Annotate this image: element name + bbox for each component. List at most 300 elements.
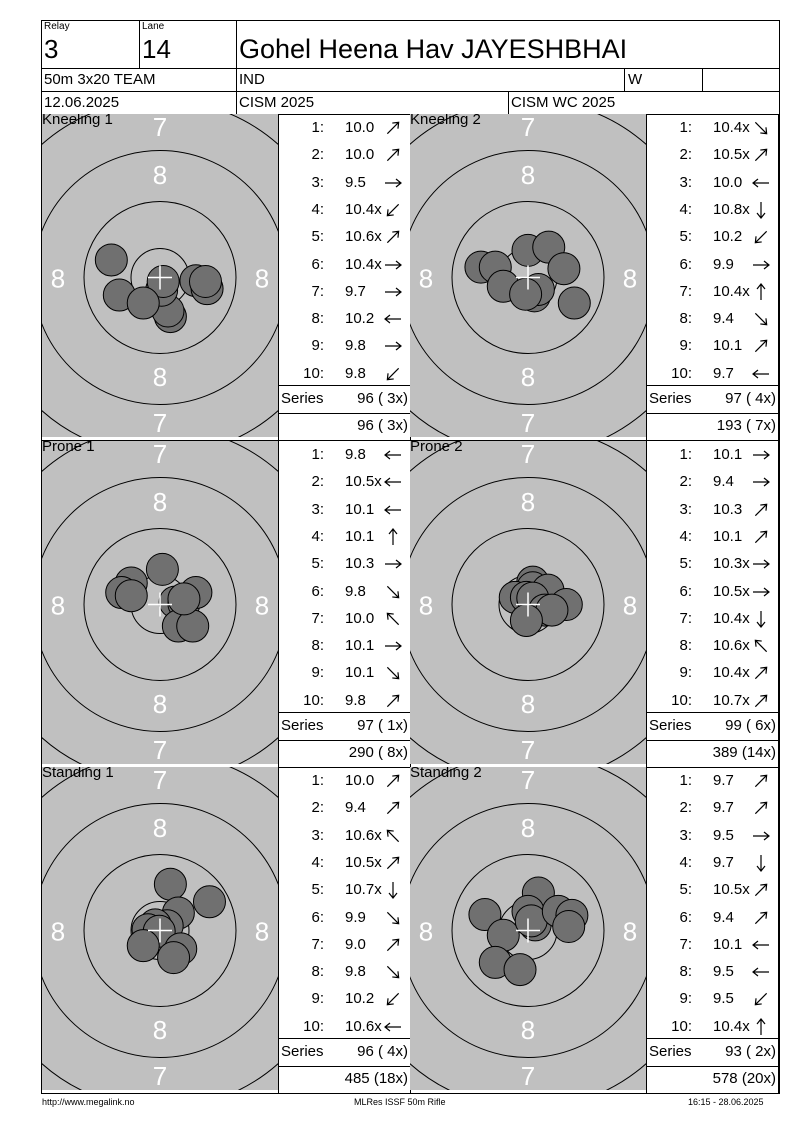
ring-number: 7 <box>520 767 536 795</box>
shot-number: 5: <box>679 881 692 899</box>
shot-score: 10.4x <box>713 1017 750 1035</box>
divider <box>647 385 778 386</box>
shot-number: 4: <box>679 853 692 871</box>
ring-number: 8 <box>152 689 168 719</box>
series-title: Prone 2 <box>410 441 463 455</box>
target-image <box>410 114 646 437</box>
direction-arrow-icon <box>383 118 403 138</box>
ring-number: 8 <box>50 916 66 947</box>
ring-number: 8 <box>418 590 434 621</box>
shot-number: 2: <box>679 799 692 817</box>
target-svg <box>42 114 278 437</box>
shot-number: 3: <box>311 826 324 844</box>
shot-score: 9.8 <box>345 963 366 981</box>
direction-arrow-icon <box>751 118 771 138</box>
shot-number: 10: <box>671 364 692 382</box>
shot-row <box>647 360 777 387</box>
shot-row <box>279 223 409 250</box>
direction-arrow-icon <box>383 962 403 982</box>
shot-list <box>279 114 410 384</box>
shot-score: 10.8x <box>713 200 750 218</box>
shot-row <box>647 441 777 468</box>
shot-row <box>647 169 777 196</box>
direction-arrow-icon <box>751 636 771 656</box>
shot-score: 9.8 <box>345 691 366 709</box>
shot-hole <box>558 287 590 319</box>
shot-row <box>279 441 409 468</box>
direction-arrow-icon <box>751 1017 771 1037</box>
shot-score: 10.0 <box>713 173 743 191</box>
shot-number: 3: <box>679 173 692 191</box>
shot-row <box>279 141 409 168</box>
match-name: CISM WC 2025 <box>511 94 616 111</box>
shot-row <box>279 659 409 686</box>
direction-arrow-icon <box>751 582 771 602</box>
shot-number: 9: <box>679 664 692 682</box>
shot-row <box>279 196 409 223</box>
divider <box>778 441 779 767</box>
cumulative-total: 485 (18x) <box>344 1070 408 1087</box>
divider <box>41 91 780 92</box>
shot-number: 9: <box>679 337 692 355</box>
shot-row <box>647 605 777 632</box>
shot-score: 10.5x <box>345 473 382 491</box>
shot-hole <box>154 868 186 900</box>
ring-number: 8 <box>152 1015 168 1045</box>
ring-number: 8 <box>152 813 168 843</box>
direction-arrow-icon <box>383 282 403 302</box>
target-image <box>42 441 278 764</box>
series-total: 93 ( 2x) <box>725 1043 776 1060</box>
series-title: Kneeling 2 <box>410 114 481 128</box>
direction-arrow-icon <box>383 771 403 791</box>
shot-number: 7: <box>311 609 324 627</box>
direction-arrow-icon <box>751 282 771 302</box>
shot-number: 2: <box>311 146 324 164</box>
shot-row <box>647 876 777 903</box>
competition: CISM 2025 <box>239 94 315 111</box>
shot-hole <box>189 265 221 297</box>
shot-row <box>279 904 409 931</box>
direction-arrow-icon <box>751 880 771 900</box>
direction-arrow-icon <box>751 309 771 329</box>
direction-arrow-icon <box>751 445 771 465</box>
ring-number: 8 <box>50 590 66 621</box>
shot-number: 2: <box>311 799 324 817</box>
shot-row <box>647 958 777 985</box>
shot-row <box>279 849 409 876</box>
shot-score: 9.4 <box>713 310 734 328</box>
series-label: Series <box>649 390 692 407</box>
ring-number: 7 <box>520 114 536 142</box>
shot-row <box>647 550 777 577</box>
relay-label: Relay <box>44 21 70 32</box>
shot-list <box>279 441 410 711</box>
target-image <box>410 441 646 764</box>
direction-arrow-icon <box>383 145 403 165</box>
shot-hole <box>168 583 200 615</box>
shot-row <box>279 550 409 577</box>
direction-arrow-icon <box>751 798 771 818</box>
footer-timestamp: 16:15 - 28.06.2025 <box>688 1097 764 1107</box>
shot-number: 4: <box>679 200 692 218</box>
shot-list <box>647 114 778 384</box>
shot-row <box>647 659 777 686</box>
shot-number: 1: <box>679 772 692 789</box>
direction-arrow-icon <box>383 880 403 900</box>
direction-arrow-icon <box>383 582 403 602</box>
shot-number: 7: <box>311 282 324 300</box>
shot-hole <box>193 886 225 918</box>
shot-row <box>279 632 409 659</box>
shot-score: 9.9 <box>713 255 734 273</box>
direction-arrow-icon <box>383 336 403 356</box>
shot-number: 10: <box>671 691 692 709</box>
series-title: Kneeling 1 <box>42 114 113 128</box>
divider <box>647 740 778 741</box>
shot-row <box>647 114 777 141</box>
direction-arrow-icon <box>751 500 771 520</box>
shot-row <box>279 876 409 903</box>
divider <box>279 712 410 713</box>
footer-url[interactable]: http://www.megalink.no <box>42 1097 135 1107</box>
shot-score: 9.8 <box>345 337 366 355</box>
series-total: 97 ( 1x) <box>357 717 408 734</box>
nation: IND <box>239 71 265 88</box>
shot-number: 3: <box>679 500 692 518</box>
ring-number: 7 <box>520 441 536 469</box>
ring-number: 7 <box>520 408 536 437</box>
divider <box>279 413 410 414</box>
shot-score: 9.5 <box>713 990 734 1008</box>
shot-score: 9.7 <box>713 364 734 382</box>
shot-number: 6: <box>679 255 692 273</box>
divider <box>778 114 779 440</box>
shot-row <box>647 767 777 794</box>
ring-number: 8 <box>152 487 168 517</box>
ring-number: 7 <box>520 1061 536 1090</box>
shot-score: 9.0 <box>345 935 366 953</box>
shot-row <box>647 794 777 821</box>
shot-number: 8: <box>311 310 324 328</box>
cumulative-total: 193 ( 7x) <box>716 417 776 434</box>
shot-number: 8: <box>311 637 324 655</box>
direction-arrow-icon <box>751 691 771 711</box>
shot-score: 10.0 <box>345 146 375 164</box>
ring-number: 8 <box>152 362 168 392</box>
shot-number: 5: <box>311 881 324 899</box>
shot-row <box>279 114 409 141</box>
shot-score: 10.5x <box>345 853 382 871</box>
series-title: Standing 2 <box>410 767 482 781</box>
shot-hole <box>127 930 159 962</box>
divider <box>778 767 779 1093</box>
direction-arrow-icon <box>751 826 771 846</box>
shot-number: 1: <box>311 772 324 789</box>
direction-arrow-icon <box>383 554 403 574</box>
direction-arrow-icon <box>751 145 771 165</box>
relay-value: 3 <box>44 34 59 64</box>
direction-arrow-icon <box>383 609 403 629</box>
direction-arrow-icon <box>383 663 403 683</box>
shot-score: 10.2 <box>345 990 375 1008</box>
shot-row <box>279 931 409 958</box>
lane-value: 14 <box>142 34 171 64</box>
target-svg <box>42 441 278 764</box>
direction-arrow-icon <box>383 527 403 547</box>
divider <box>647 413 778 414</box>
shot-score: 9.7 <box>713 772 734 789</box>
gender: W <box>628 71 643 88</box>
divider <box>702 68 703 91</box>
series-total: 96 ( 3x) <box>357 390 408 407</box>
ring-number: 8 <box>50 263 66 294</box>
shot-number: 1: <box>311 446 324 463</box>
divider <box>279 385 410 386</box>
shot-row <box>647 904 777 931</box>
divider <box>624 68 625 91</box>
shot-score: 10.3 <box>345 555 375 573</box>
shot-score: 10.0 <box>345 772 375 789</box>
shot-score: 10.1 <box>345 500 375 518</box>
direction-arrow-icon <box>751 853 771 873</box>
shot-score: 10.4x <box>713 664 750 682</box>
series-label: Series <box>649 1043 692 1060</box>
shot-row <box>647 496 777 523</box>
direction-arrow-icon <box>383 173 403 193</box>
shot-hole <box>548 253 580 285</box>
shot-number: 8: <box>679 637 692 655</box>
shot-score: 9.7 <box>345 282 366 300</box>
ring-number: 8 <box>152 160 168 190</box>
ring-number: 7 <box>152 1061 168 1090</box>
shot-row <box>279 822 409 849</box>
target-svg <box>410 441 646 764</box>
shot-number: 9: <box>311 990 324 1008</box>
shot-number: 5: <box>679 555 692 573</box>
shot-score: 10.4x <box>713 609 750 627</box>
direction-arrow-icon <box>383 908 403 928</box>
shot-row <box>647 141 777 168</box>
ring-number: 7 <box>520 735 536 764</box>
shot-number: 8: <box>679 963 692 981</box>
shot-score: 10.1 <box>713 527 743 545</box>
direction-arrow-icon <box>751 200 771 220</box>
direction-arrow-icon <box>383 826 403 846</box>
series-title: Standing 1 <box>42 767 114 781</box>
direction-arrow-icon <box>751 554 771 574</box>
shot-number: 5: <box>311 228 324 246</box>
shot-row <box>279 767 409 794</box>
shot-score: 9.8 <box>345 582 366 600</box>
shot-number: 7: <box>679 282 692 300</box>
shot-number: 6: <box>679 582 692 600</box>
ring-number: 8 <box>622 916 638 947</box>
shot-row <box>647 468 777 495</box>
direction-arrow-icon <box>383 472 403 492</box>
lane-label: Lane <box>142 21 165 32</box>
shot-row <box>279 687 409 714</box>
target-image <box>410 767 646 1090</box>
shot-score: 9.9 <box>345 908 366 926</box>
cumulative-total: 290 ( 8x) <box>348 744 408 761</box>
ring-number: 8 <box>520 160 536 190</box>
shot-score: 9.5 <box>713 963 734 981</box>
ring-number: 8 <box>622 263 638 294</box>
shot-list <box>279 767 410 1037</box>
ring-number: 7 <box>152 735 168 764</box>
direction-arrow-icon <box>751 609 771 629</box>
series-label: Series <box>281 390 324 407</box>
direction-arrow-icon <box>751 908 771 928</box>
shot-score: 9.4 <box>713 908 734 926</box>
shot-number: 1: <box>679 119 692 136</box>
shot-score: 10.1 <box>345 527 375 545</box>
shot-number: 9: <box>311 664 324 682</box>
shot-number: 5: <box>311 555 324 573</box>
shot-row <box>279 958 409 985</box>
cumulative-total: 96 ( 3x) <box>357 417 408 434</box>
shot-score: 10.1 <box>713 446 743 463</box>
direction-arrow-icon <box>383 1017 403 1037</box>
ring-number: 8 <box>418 263 434 294</box>
shot-hole <box>127 287 159 319</box>
divider <box>647 1038 778 1039</box>
shot-row <box>279 1013 409 1040</box>
ring-number: 7 <box>152 114 168 142</box>
shot-row <box>647 332 777 359</box>
ring-number: 7 <box>152 767 168 795</box>
shot-row <box>279 169 409 196</box>
direction-arrow-icon <box>383 445 403 465</box>
shot-number: 7: <box>679 935 692 953</box>
series-label: Series <box>281 1043 324 1060</box>
ring-number: 8 <box>520 689 536 719</box>
shot-score: 10.5x <box>713 146 750 164</box>
shot-hole <box>115 580 147 612</box>
divider <box>647 1066 778 1067</box>
shot-score: 10.0 <box>345 609 375 627</box>
shot-score: 10.1 <box>345 637 375 655</box>
shot-score: 10.1 <box>713 935 743 953</box>
direction-arrow-icon <box>383 798 403 818</box>
shot-number: 4: <box>311 527 324 545</box>
cumulative-total: 389 (14x) <box>712 744 776 761</box>
shot-row <box>647 931 777 958</box>
shot-row <box>647 985 777 1012</box>
shot-row <box>647 632 777 659</box>
footer-software: MLRes ISSF 50m Rifle <box>354 1097 446 1107</box>
ring-number: 8 <box>254 590 270 621</box>
shot-hole <box>553 911 585 943</box>
shot-score: 10.6x <box>713 637 750 655</box>
shot-number: 6: <box>679 908 692 926</box>
shot-list <box>647 441 778 711</box>
shot-row <box>279 794 409 821</box>
direction-arrow-icon <box>383 309 403 329</box>
shot-row <box>279 305 409 332</box>
shot-number: 8: <box>311 963 324 981</box>
shot-number: 2: <box>679 473 692 491</box>
shot-row <box>647 578 777 605</box>
ring-number: 8 <box>418 916 434 947</box>
shot-row <box>647 196 777 223</box>
shot-number: 1: <box>679 446 692 463</box>
shot-number: 4: <box>311 200 324 218</box>
shot-number: 10: <box>671 1017 692 1035</box>
target-svg <box>42 767 278 1090</box>
shot-number: 5: <box>679 228 692 246</box>
shot-number: 3: <box>679 826 692 844</box>
shot-row <box>647 223 777 250</box>
shot-row <box>279 578 409 605</box>
shot-number: 9: <box>311 337 324 355</box>
shot-number: 7: <box>679 609 692 627</box>
ring-number: 8 <box>254 916 270 947</box>
divider <box>139 20 140 68</box>
shot-row <box>647 278 777 305</box>
shot-score: 10.6x <box>345 228 382 246</box>
shot-list <box>647 767 778 1037</box>
direction-arrow-icon <box>751 472 771 492</box>
shot-row <box>647 305 777 332</box>
direction-arrow-icon <box>383 364 403 384</box>
direction-arrow-icon <box>751 255 771 275</box>
shot-number: 9: <box>679 990 692 1008</box>
direction-arrow-icon <box>751 962 771 982</box>
direction-arrow-icon <box>383 500 403 520</box>
shot-number: 3: <box>311 173 324 191</box>
shot-hole <box>95 244 127 276</box>
shot-score: 9.5 <box>345 173 366 191</box>
shot-number: 10: <box>303 364 324 382</box>
shot-number: 2: <box>311 473 324 491</box>
direction-arrow-icon <box>751 663 771 683</box>
ring-number: 8 <box>254 263 270 294</box>
shot-score: 10.0 <box>345 119 375 136</box>
shot-row <box>647 687 777 714</box>
direction-arrow-icon <box>751 227 771 247</box>
series-label: Series <box>649 717 692 734</box>
shot-number: 7: <box>311 935 324 953</box>
shot-row <box>647 849 777 876</box>
shot-number: 2: <box>679 146 692 164</box>
direction-arrow-icon <box>383 227 403 247</box>
shot-number: 6: <box>311 582 324 600</box>
shot-row <box>279 468 409 495</box>
series-title: Prone 1 <box>42 441 95 455</box>
direction-arrow-icon <box>383 636 403 656</box>
shot-row <box>279 251 409 278</box>
shot-score: 10.4x <box>713 119 750 136</box>
cumulative-total: 578 (20x) <box>712 1070 776 1087</box>
shot-row <box>647 251 777 278</box>
shot-score: 10.2 <box>345 310 375 328</box>
shot-hole <box>510 278 542 310</box>
shot-row <box>279 360 409 387</box>
shot-hole <box>146 553 178 585</box>
direction-arrow-icon <box>751 989 771 1009</box>
ring-number: 8 <box>520 1015 536 1045</box>
direction-arrow-icon <box>751 173 771 193</box>
shot-score: 9.8 <box>345 364 366 382</box>
shot-row <box>279 496 409 523</box>
direction-arrow-icon <box>383 255 403 275</box>
date: 12.06.2025 <box>44 94 120 111</box>
ring-number: 8 <box>520 813 536 843</box>
shot-score: 9.4 <box>713 473 734 491</box>
shot-number: 6: <box>311 908 324 926</box>
